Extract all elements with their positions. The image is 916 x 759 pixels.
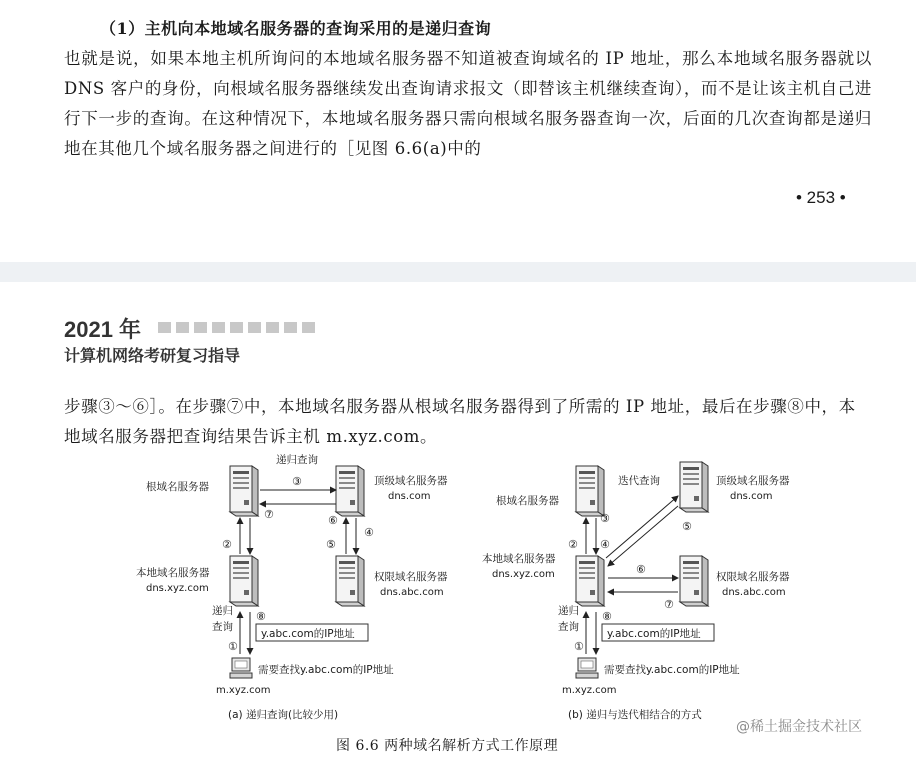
label-a-result: y.abc.com的IP地址 (261, 628, 355, 640)
svg-text:③: ③ (292, 475, 302, 488)
label-a-tld: 顶级域名服务器 (374, 475, 448, 487)
body-paragraph-1: 也就是说，如果本地主机所询问的本地域名服务器不知道被查询域名的 IP 地址，那么本地域名服务器就以 DNS 客户的身份，向根域名服务器继续发出查询请求报文（即替该主机继续查询），而不是让该主机自己进行下一步的查询。在这种情况下，本地域名服务器只需向根域名服务器查询一次，后面的几次查询都是递归地在其他几个域名服务器之间进行的［见图 6.6(a)中的 (64, 49, 872, 158)
label-b-host: m.xyz.com (562, 685, 617, 696)
label-b-tld-host: dns.com (730, 491, 773, 502)
label-b-local-host: dns.xyz.com (492, 569, 555, 580)
label-b-auth: 权限域名服务器 (716, 571, 790, 583)
label-a-local: 本地域名服务器 (136, 567, 210, 579)
svg-text:④: ④ (364, 526, 374, 539)
svg-text:②: ② (222, 538, 232, 551)
client-pc-icon (576, 658, 598, 678)
svg-text:⑦: ⑦ (264, 508, 274, 521)
running-header-year: 2021 年 (64, 317, 142, 342)
watermark: @稀土掘金技术社区 (736, 719, 862, 735)
tld-server-icon (336, 466, 364, 516)
caption-a: (a) 递归查询(比较少用) (228, 709, 339, 721)
local-server-icon (230, 556, 258, 606)
label-a-need: 需要查找y.abc.com的IP地址 (258, 664, 394, 676)
diagram-a (136, 453, 448, 721)
auth-server-icon (336, 556, 364, 606)
label-a-auth-host: dns.abc.com (380, 587, 444, 598)
svg-text:⑤: ⑤ (682, 520, 692, 533)
label-a-recursive: 递归查询 (276, 454, 318, 466)
label-b-need: 需要查找y.abc.com的IP地址 (604, 664, 740, 676)
header-decoration (158, 322, 315, 333)
label-b-tld: 顶级域名服务器 (716, 475, 790, 487)
svg-text:⑤: ⑤ (326, 538, 336, 551)
label-a-query-1: 递归 (212, 605, 233, 617)
auth-server-icon (680, 556, 708, 606)
caption-b: (b) 递归与迭代相结合的方式 (568, 709, 702, 721)
label-a-auth: 权限域名服务器 (374, 571, 448, 583)
page-number: • 253 • (796, 188, 846, 207)
tld-server-icon (680, 462, 708, 512)
label-a-query-2: 查询 (212, 621, 233, 633)
label-b-local: 本地域名服务器 (482, 553, 556, 565)
label-b-iterative: 迭代查询 (618, 475, 660, 487)
label-b-query-1: 递归 (558, 605, 579, 617)
label-b-query-2: 查询 (558, 621, 579, 633)
figure-caption: 图 6.6 两种域名解析方式工作原理 (336, 738, 559, 754)
svg-text:⑧: ⑧ (256, 610, 266, 623)
svg-text:⑥: ⑥ (636, 563, 646, 576)
running-header-title: 计算机网络考研复习指导 (64, 346, 241, 365)
dns-resolution-figure (130, 452, 810, 732)
label-b-result: y.abc.com的IP地址 (607, 628, 701, 640)
label-a-tld-host: dns.com (388, 491, 431, 502)
section-heading: （1）主机向本地域名服务器的查询采用的是递归查询 (100, 19, 492, 38)
label-a-root: 根域名服务器 (146, 481, 209, 493)
svg-text:①: ① (228, 640, 238, 653)
label-b-root: 根域名服务器 (496, 495, 559, 507)
svg-text:②: ② (568, 538, 578, 551)
svg-text:⑧: ⑧ (602, 610, 612, 623)
svg-text:④: ④ (600, 538, 610, 551)
page-gap (0, 262, 916, 282)
client-pc-icon (230, 658, 252, 678)
label-a-host: m.xyz.com (216, 685, 271, 696)
svg-text:③: ③ (600, 512, 610, 525)
root-server-icon (230, 466, 258, 516)
svg-text:⑦: ⑦ (664, 598, 674, 611)
svg-text:①: ① (574, 640, 584, 653)
root-server-icon (576, 466, 604, 516)
diagram-b (482, 462, 790, 721)
local-server-icon (576, 556, 604, 606)
label-b-auth-host: dns.abc.com (722, 587, 786, 598)
body-paragraph-2: 步骤③～⑥］。在步骤⑦中，本地域名服务器从根域名服务器得到了所需的 IP 地址，最后在步骤⑧中，本地域名服务器把查询结果告诉主机 m.xyz.com。 (64, 397, 856, 446)
svg-text:⑥: ⑥ (328, 514, 338, 527)
label-a-local-host: dns.xyz.com (146, 583, 209, 594)
